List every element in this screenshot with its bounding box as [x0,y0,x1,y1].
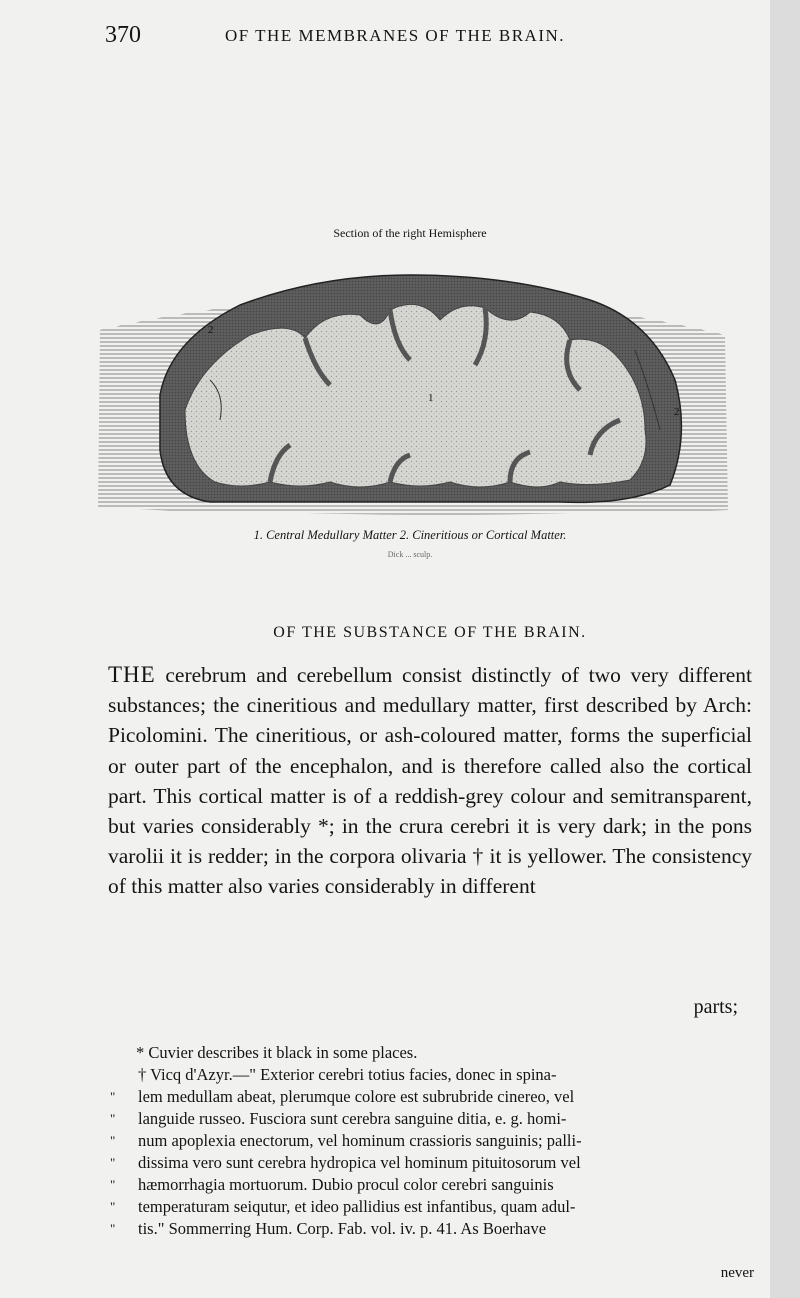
footnote-cuvier: * Cuvier describes it black in some places. [136,1043,418,1062]
section-heading: OF THE SUBSTANCE OF THE BRAIN. [273,624,587,641]
footnote-line: " num apoplexia enectorum, vel hominum crassioris sanguinis; palli- [110,1131,582,1150]
figure-label-1: 1 [428,392,434,404]
figure-title: Section of the right Hemisphere [333,226,487,240]
footnote-line: " tis." Sommerring Hum. Corp. Fab. vol. iv. p. 41. As Boerhave [110,1219,547,1238]
figure-caption: 1. Central Medullary Matter 2. Cineritious or Cortical Matter. [253,528,567,542]
brain-section-engraving [90,220,730,520]
footnote-line: † Vicq d'Azyr.—" Exterior cerebri totius facies, donec in spina- [138,1065,557,1084]
body-text-rest: cerebrum and cerebellum consist distinctly of two very different substances; the cineritious and medullary matter, first described by Arch: Picolomini. The cineritious, or ash-coloured matter, forms the superficial or outer part of the encephalon, and is therefore called also the cortical part. This cortical matter is of a reddish-grey colour and semitransparent, but varies considerably *; in the crura cerebri it is very dark; in the pons varolii it is redder; in the corpora olivaria † it is yellower. The consistency of this matter also varies considerably in different [108,663,753,899]
body-paragraph [108,660,752,902]
footnote-line: " languide russeo. Fusciora sunt cerebra sanguine ditia, e. g. homi- [110,1109,567,1128]
footnote-line: " lem medullam abeat, plerumque colore est subrubride cinereo, vel [110,1087,575,1106]
figure-engraver-credit: Dick ... sculp. [387,550,433,559]
figure-label-2-right: 2 [674,406,680,418]
running-head: OF THE MEMBRANES OF THE BRAIN. [225,26,566,45]
footnote-catchword: never [720,1265,754,1281]
footnote-line: " hæmorrhagia mortuorum. Dubio procul color cerebri sanguinis [110,1175,554,1194]
body-first-word: THE [108,662,156,687]
page-number: 370 [105,22,141,48]
footnote-line: " dissima vero sunt cerebra hydropica vel hominum pituitosorum vel [110,1153,581,1172]
footnote-vicq-dazyr [110,1064,754,1240]
brain-section-figure [90,220,730,580]
figure-label-2-left: 2 [208,324,214,336]
footnote-line: " temperaturam seiqutur, et ideo pallidius est infantibus, quam adul- [110,1197,576,1216]
footnotes [110,1042,754,1281]
page-edge [770,0,800,1298]
body-catchword: parts; [693,996,738,1018]
page-header [105,22,745,56]
